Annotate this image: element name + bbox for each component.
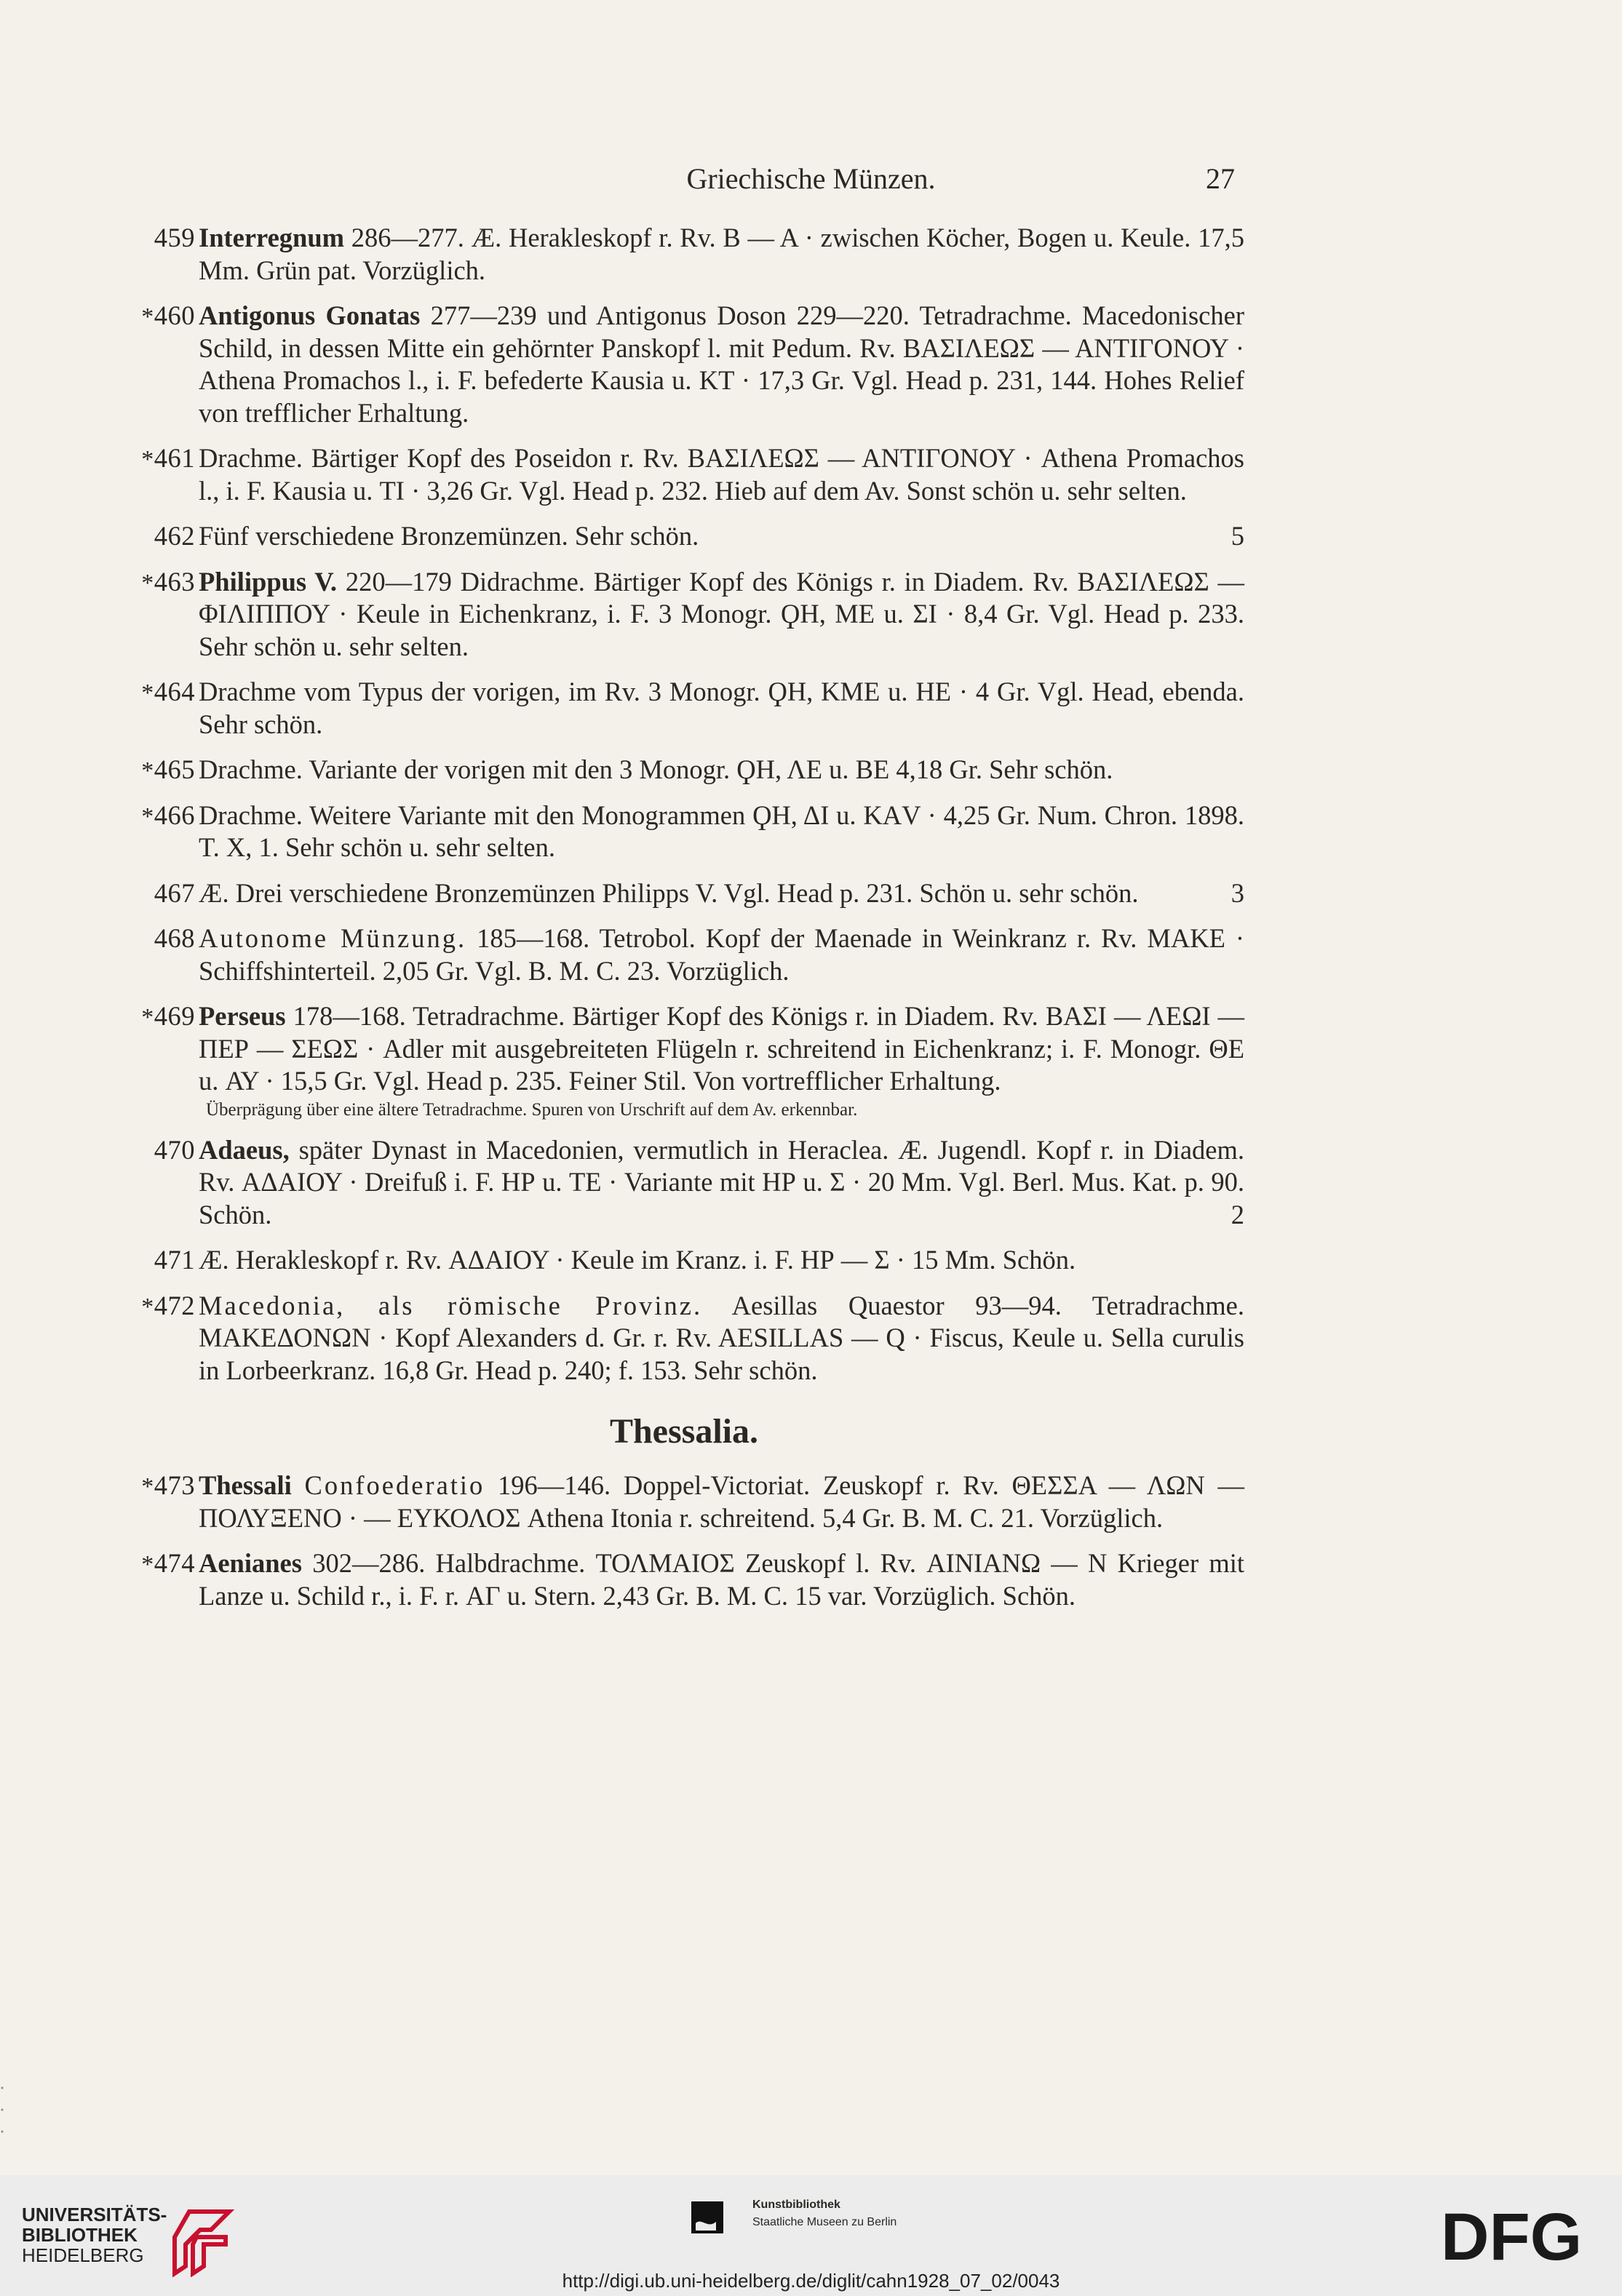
- catalogue-entry: [124, 566, 1244, 663]
- running-head-title: Griechische Münzen.: [686, 162, 936, 195]
- lot-text: Drachme. Weitere Variante mit den Monogrammen ϘΗ, ΔΙ u. ΚΑV · 4,25 Gr. Num. Chron. 1898. T. X, 1. Sehr schön u. sehr selten.: [199, 800, 1244, 862]
- lot-number-value: 460: [154, 300, 195, 330]
- kunstbibliothek-mark-icon: [691, 2201, 723, 2245]
- catalogue-entry: [124, 800, 1244, 864]
- lot-ruler-name: Philippus V.: [199, 566, 338, 597]
- lot-number-value: 469: [154, 1001, 195, 1031]
- heidelberg-library-mark-icon: [160, 2204, 240, 2277]
- catalogue-entry: [124, 877, 1244, 910]
- lot-spaced-heading: Autonome Münzung.: [199, 923, 467, 953]
- lot-description: [199, 442, 1244, 507]
- lot-number: [124, 1000, 195, 1035]
- lot-ruler-name: Perseus: [199, 1001, 286, 1031]
- lot-text: 220—179 Didrachme. Bärtiger Kopf des Königs r. in Diadem. Rv. ΒΑΣΙΛΕΩΣ — ΦΙΛΙΠΠΟΥ · Keule in Eichenkranz, i. F. 3 Monogr. ϘΗ, ΜΕ u. ΣΙ · 8,4 Gr. Vgl. Head p. 233. Sehr schön u. sehr selten.: [199, 566, 1244, 661]
- lot-star-marker: *: [141, 757, 154, 784]
- lot-star-marker: *: [141, 1473, 154, 1500]
- dfg-logo-text: DFG: [1441, 2203, 1583, 2268]
- lot-text: 277—239 und Antigonus Doson 229—220. Tetradrachme. Macedonischer Schild, in dessen Mitte ein gehörnter Panskopf l. mit Pedum. Rv. ΒΑΣΙΛΕΩΣ — ΑΝΤΙΓΟΝΟΥ · Athena Promachos l., i. F. befederte Kausia u. KT · 17,3 Gr. Vgl. Head p. 231, 144. Hohes Relief von trefflicher Erhaltung.: [199, 300, 1244, 428]
- scan-edge-marks: [0, 2081, 4, 2139]
- uni-logo-line-1: UNIVERSITÄTS-: [22, 2204, 167, 2225]
- lot-price: 5: [1231, 521, 1244, 551]
- lot-description: [199, 566, 1244, 663]
- scan-edge-marks-icon: [0, 2081, 4, 2139]
- lot-text: Æ. Drei verschiedene Bronzemünzen Philipps V. Vgl. Head p. 231. Schön u. sehr schön.: [199, 877, 1139, 908]
- lot-number: [124, 754, 195, 788]
- uni-logo-line-2: BIBLIOTHEK: [22, 2224, 138, 2246]
- kunstbibliothek-logo[interactable]: [691, 2197, 953, 2255]
- lot-number-value: 470: [154, 1134, 195, 1165]
- lot-footnote: Überprägung über eine ältere Tetradrachme. Spuren von Urschrift auf dem Av. erkennbar.: [206, 1099, 858, 1120]
- catalogue-entry: [124, 1290, 1244, 1387]
- lot-text: 302—286. Halbdrachme. ΤΟΛΜΑΙΟΣ Zeuskopf l. Rv. ΑΙΝΙΑΝΩ — Ν Krieger mit Lanze u. Schild r., i. F. r. ΑΓ u. Stern. 2,43 Gr. B. M. C. 15 var. Vorzüglich. Schön.: [199, 1548, 1244, 1611]
- running-head: [0, 162, 1622, 198]
- lot-spaced-heading: Confoederatio: [304, 1470, 485, 1500]
- lot-number: [124, 300, 195, 334]
- lot-price: 2: [1231, 1199, 1244, 1229]
- lot-number: [124, 877, 195, 910]
- lot-number: [124, 566, 195, 600]
- lot-number-value: 472: [154, 1290, 195, 1320]
- lot-number: [124, 1547, 195, 1582]
- lot-number-value: 467: [154, 877, 195, 908]
- catalogue-text: [124, 222, 1244, 1625]
- entries-before-section: [124, 222, 1244, 1387]
- lot-text: 196—146. Doppel-Victoriat. Zeuskopf r. Rv. ΘΕΣΣΑ — ΛΩΝ — ΠΟΛΥΞΕΝΟ · — ΕΥΚΟΛΟΣ Athena Itonia r. schreitend. 5,4 Gr. B. M. C. 21. Vorzüglich.: [199, 1470, 1244, 1533]
- entries-after-section: [124, 1470, 1244, 1612]
- lot-text: 185—168. Tetrobol. Kopf der Maenade in Weinkranz r. Rv. MAKE · Schiffshinterteil. 2,05 Gr. Vgl. B. M. C. 23. Vorzüglich.: [199, 923, 1244, 986]
- catalogue-entry: [124, 442, 1244, 507]
- lot-ruler-name: Thessali: [199, 1470, 292, 1500]
- lot-number-value: 473: [154, 1470, 195, 1500]
- lot-description: [199, 676, 1244, 741]
- lot-star-marker: *: [141, 303, 154, 330]
- page-number: 27: [1206, 162, 1235, 195]
- dfg-logo[interactable]: [1441, 2203, 1601, 2268]
- lot-description: [199, 754, 1244, 786]
- catalogue-entry: [124, 520, 1244, 553]
- digitization-footer: [0, 2175, 1622, 2296]
- kunstbibliothek-name: Kunstbibliothek: [752, 2199, 840, 2211]
- lot-star-marker: *: [141, 802, 154, 830]
- lot-text: Æ. Herakleskopf r. Rv. ΑΔΑΙΟΥ · Keule im Kranz. i. F. ΗΡ — Σ · 15 Mm. Schön.: [199, 1245, 1076, 1275]
- lot-price: 3: [1231, 877, 1244, 908]
- lot-description: [199, 1547, 1244, 1612]
- lot-description: [199, 300, 1244, 429]
- lot-ruler-name: Adaeus,: [199, 1134, 290, 1165]
- catalogue-entry: [124, 222, 1244, 287]
- lot-number: [124, 520, 195, 553]
- lot-description: [199, 1290, 1244, 1387]
- lot-text: Drachme. Bärtiger Kopf des Poseidon r. Rv. ΒΑΣΙΛΕΩΣ — ΑΝΤΙΓΟΝΟΥ · Athena Promachos l., i. F. Kausia u. ΤΙ · 3,26 Gr. Vgl. Head p. 232. Hieb auf dem Av. Sonst schön u. sehr selten.: [199, 443, 1244, 506]
- lot-number-value: 471: [154, 1245, 195, 1275]
- catalogue-entry: [124, 1547, 1244, 1612]
- lot-description: [199, 877, 1244, 910]
- lot-number-value: 468: [154, 923, 195, 953]
- lot-number: [124, 1134, 195, 1167]
- lot-number: [124, 442, 195, 477]
- lot-number-value: 461: [154, 443, 195, 473]
- lot-number: [124, 222, 195, 255]
- lot-text: Fünf verschiedene Bronzemünzen. Sehr schön.: [199, 521, 699, 551]
- lot-number-value: 462: [154, 521, 195, 551]
- lot-text: später Dynast in Macedonien, vermutlich in Heraclea. Æ. Jugendl. Kopf r. in Diadem. Rv. ΑΔΑΙΟΥ · Dreifuß i. F. ΗΡ u. ΤΕ · Variante mit ΗΡ u. Σ · 20 Mm. Vgl. Berl. Mus. Kat. p. 90. Schön.: [199, 1134, 1244, 1229]
- lot-description: [199, 520, 1244, 553]
- lot-description: [199, 1134, 1244, 1232]
- lot-number: [124, 1470, 195, 1504]
- kunstbibliothek-subtitle: Staatliche Museen zu Berlin: [752, 2216, 897, 2228]
- lot-number: [124, 800, 195, 834]
- lot-ruler-name: Antigonus Gonatas: [199, 300, 421, 330]
- catalogue-entry: [124, 922, 1244, 987]
- lot-star-marker: *: [141, 1551, 154, 1578]
- lot-description: [199, 1000, 1244, 1098]
- lot-star-marker: *: [141, 1293, 154, 1320]
- lot-description: [199, 800, 1244, 864]
- catalogue-entry: [124, 1134, 1244, 1232]
- section-heading: Thessalia.: [609, 1412, 759, 1451]
- lot-number-value: 466: [154, 800, 195, 830]
- permalink-url[interactable]: http://digi.ub.uni-heidelberg.de/diglit/cahn1928_07_02/0043: [562, 2270, 1060, 2292]
- lot-description: [199, 1470, 1244, 1534]
- lot-description: [199, 222, 1244, 287]
- uni-logo-line-3: HEIDELBERG: [22, 2244, 144, 2266]
- lot-spaced-heading: Macedonia, als römische Provinz.: [199, 1290, 703, 1320]
- lot-description: [199, 1244, 1244, 1277]
- lot-star-marker: *: [141, 569, 154, 597]
- catalogue-entry: [124, 754, 1244, 786]
- lot-star-marker: *: [141, 679, 154, 706]
- lot-star-marker: *: [141, 446, 154, 473]
- lot-number-value: 459: [154, 223, 195, 252]
- lot-number: [124, 922, 195, 955]
- lot-number-value: 464: [154, 677, 195, 706]
- lot-text: Drachme vom Typus der vorigen, im Rv. 3 Monogr. ϘΗ, ΚΜΕ u. ΗΕ · 4 Gr. Vgl. Head, ebenda. Sehr schön.: [199, 677, 1244, 739]
- lot-text: 178—168. Tetradrachme. Bärtiger Kopf des Königs r. in Diadem. Rv. ΒΑΣΙ — ΛΕΩΙ — ΠΕΡ — ΣΕΩΣ · Adler mit ausgebreiteten Flügeln r. schreitend in Eichenkranz; i. F. Monogr. ΘΕ u. ΑΥ · 15,5 Gr. Vgl. Head p. 235. Feiner Stil. Von vortrefflicher Erhaltung.: [199, 1001, 1244, 1096]
- catalogue-entry: [124, 1244, 1244, 1277]
- lot-star-marker: *: [141, 1004, 154, 1031]
- lot-number: [124, 1244, 195, 1277]
- lot-text: 286—277. Æ. Herakleskopf r. Rv. B — A · zwischen Köcher, Bogen u. Keule. 17,5 Mm. Grün pat. Vorzüglich.: [199, 223, 1244, 285]
- lot-number-value: 463: [154, 566, 195, 597]
- lot-text: Drachme. Variante der vorigen mit den 3 Monogr. ϘΗ, ΛΕ u. ΒΕ 4,18 Gr. Sehr schön.: [199, 754, 1113, 784]
- catalogue-entry: [124, 1000, 1244, 1121]
- lot-ruler-name: Aenianes: [199, 1548, 302, 1578]
- catalogue-entry: [124, 300, 1244, 429]
- catalogue-entry: [124, 1470, 1244, 1534]
- catalogue-entry: [124, 676, 1244, 741]
- lot-number: [124, 676, 195, 710]
- lot-number: [124, 1290, 195, 1324]
- lot-number-value: 465: [154, 754, 195, 784]
- lot-text: Aesillas Quaestor 93—94. Tetradrachme. ΜΑΚΕΔΟΝΩΝ · Kopf Alexanders d. Gr. r. Rv. AESILLAS — Q · Fiscus, Keule u. Sella curulis in Lorbeerkranz. 16,8 Gr. Head p. 240; f. 153. Sehr schön.: [199, 1290, 1244, 1385]
- lot-description: [199, 922, 1244, 987]
- lot-ruler-name: Interregnum: [199, 223, 345, 252]
- lot-number-value: 474: [154, 1548, 195, 1578]
